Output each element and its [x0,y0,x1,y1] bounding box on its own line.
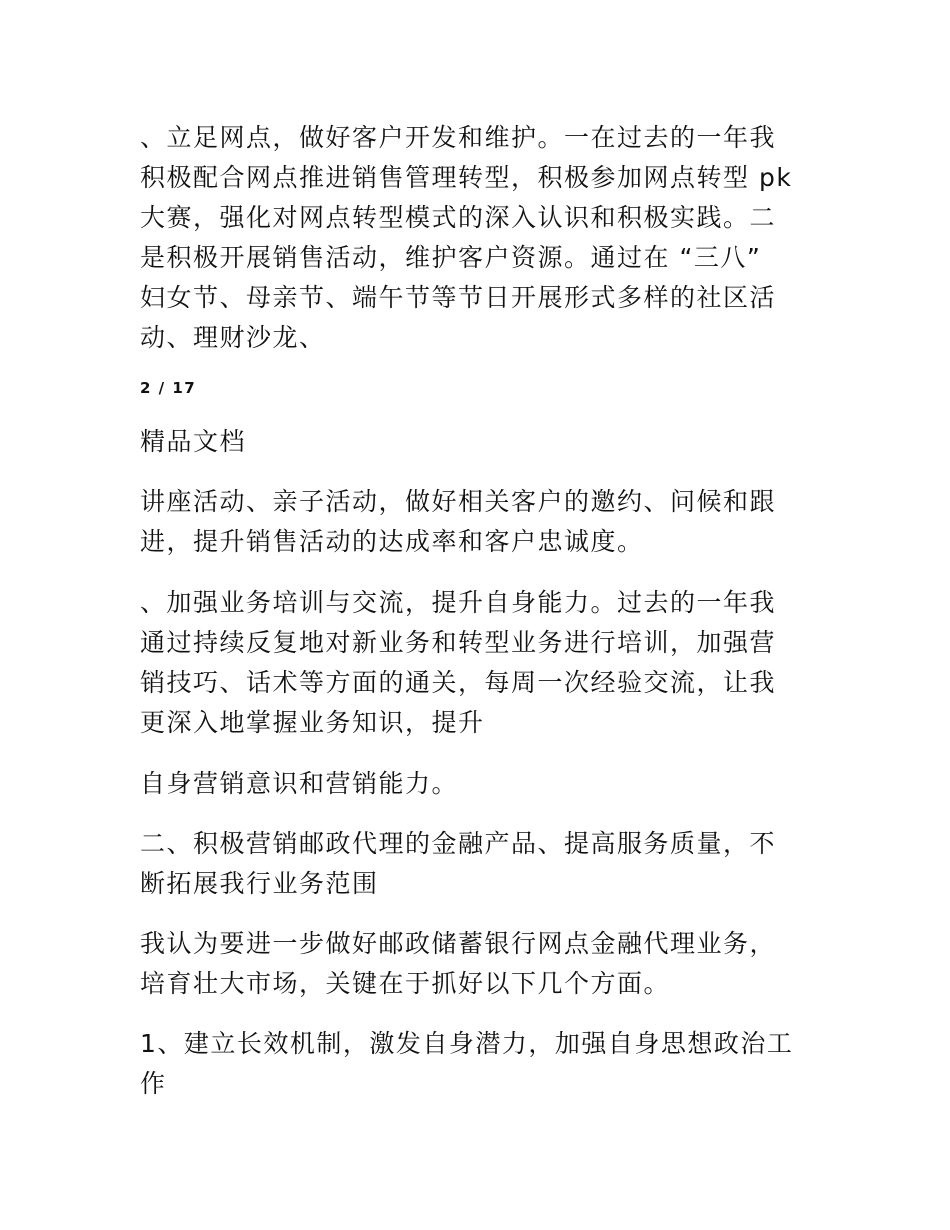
text-line: 我认为要进一步做好邮政储蓄银行网点金融代理业务， [140,929,777,958]
text-line: 、加强业务培训与交流，提升自身能力。过去的一年我 [140,588,777,617]
text-line: 更深入地掌握业务知识，提升 [140,708,485,737]
paragraph-7 [140,1024,820,1104]
paragraph-2 [140,482,820,562]
document-header-label: 精品文档 [140,427,247,456]
text-line: 大赛，强化对网点转型模式的深入认识和积极实践。二 [140,203,777,232]
text-line: 销技巧、话术等方面的通关，每周一次经验交流，让我 [140,668,777,697]
paragraph-6 [140,924,820,1004]
paragraph-5 [140,824,820,904]
text-line: 是积极开展销售活动，维护客户资源。通过在 “三八” [140,243,762,272]
text-line: 通过持续反复地对新业务和转型业务进行培训，加强营 [140,628,777,657]
paragraph-4 [140,764,820,804]
page-number: 2 / 17 [140,379,197,397]
text-line: 培育壮大市场，关键在于抓好以下几个方面。 [140,969,671,998]
text-line: 进，提升销售活动的达成率和客户忠诚度。 [140,527,644,556]
paragraph-3 [140,583,820,743]
text-line: 作 [140,1069,167,1098]
text-line: 积极配合网点推进销售管理转型，积极参加网点转型 pk [140,163,793,192]
text-line: 讲座活动、亲子活动，做好相关客户的邀约、问候和跟 [140,487,777,516]
text-line: 妇女节、母亲节、端午节等节日开展形式多样的社区活 [140,283,777,312]
text-line: 动、理财沙龙、 [140,323,326,352]
text-line: 二、积极营销邮政代理的金融产品、提高服务质量，不 [140,829,777,858]
text-line: 自身营销意识和营销能力。 [140,769,459,798]
paragraph-1 [140,118,820,358]
text-line: 断拓展我行业务范围 [140,869,379,898]
text-line: 1、建立长效机制，激发自身潜力，加强自身思想政治工 [140,1029,794,1058]
text-line: 、立足网点，做好客户开发和维护。一在过去的一年我 [140,123,777,152]
